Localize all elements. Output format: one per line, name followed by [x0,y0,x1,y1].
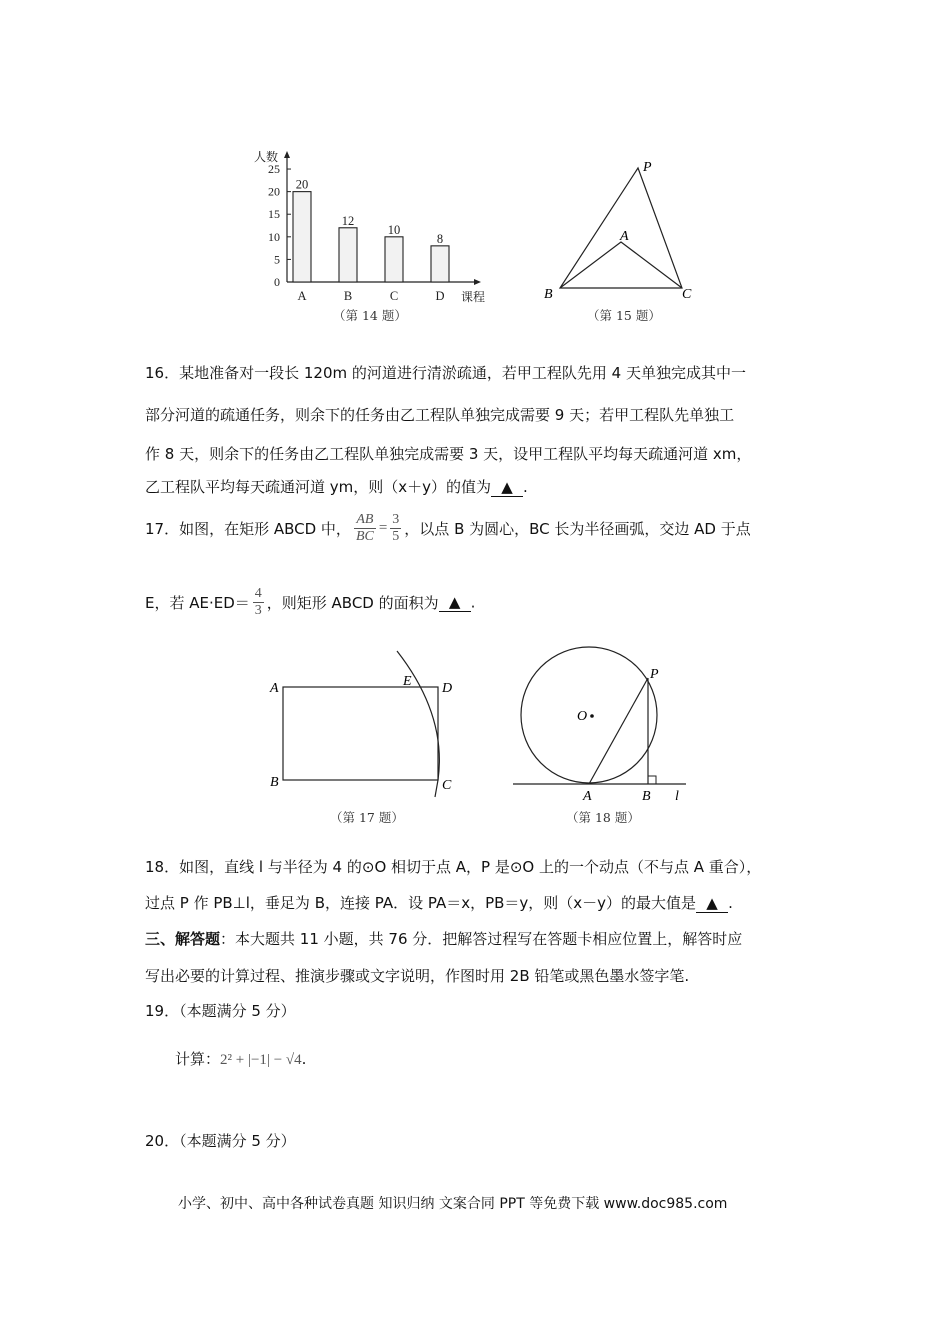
q19-calc-label: 计算： [175,1050,221,1068]
label-b: B [270,775,279,790]
figure-14-bar-chart [250,145,490,310]
segment-pa [589,678,648,784]
label-l: l [675,789,679,804]
bar-value-label: 10 [387,222,401,237]
section-3-line-2: 写出必要的计算过程、推演步骤或文字说明，作图时用 2B 铅笔或黑色墨水签字笔. [145,967,690,985]
label-a: A [620,229,629,244]
label-o: O [577,709,588,724]
fraction-4-3: $\frac{4}{3}$ [254,586,262,618]
q18-line-2 [145,892,733,913]
bar-chart-plot [254,149,485,304]
segments-ba-ac [560,242,682,288]
bar-value-label: 12 [341,213,355,228]
q19-calc [175,1048,306,1069]
q18-text: 过点 P 作 PB⊥l，垂足为 B，连接 PA．设 PA＝x，PB＝y，则（x－y）的最大值是 [145,894,697,912]
section-3-line-1 [145,928,742,949]
bar-c [385,237,403,282]
fraction-3-5: $\frac{3}{5}$ [392,512,400,544]
q16-line-1: 16．某地准备对一段长 120m 的河道进行清淤疏通，若甲工程队先用 4 天单独完成其中一 [145,364,746,382]
x-tick-label: B [343,289,353,303]
q16-line-4 [145,476,528,497]
x-axis-arrow [474,279,481,285]
label-d: D [442,681,453,696]
y-tick-label: 10 [268,229,280,244]
q16-line-3: 作 8 天，则余下的任务由乙工程队单独完成需要 3 天，设甲工程队平均每天疏通河道 xm， [145,445,752,463]
x-axis-label: 课程 [461,290,486,304]
q17-line-2 [145,586,475,619]
label-c: C [682,287,692,302]
right-angle-mark [648,776,656,784]
q17-text-d: ，则矩形 ABCD 的面积为 [266,594,439,612]
triangle-pbc [560,168,682,288]
footer-text: 小学、初中、高中各种试卷真题 知识归纳 文案合同 PPT 等免费下载 www.doc985.com [178,1196,728,1212]
x-tick-label: C [389,289,399,303]
section-3-text-1: ：本大题共 11 小题，共 76 分．把解答过程写在答题卡相应位置上，解答时应 [220,930,743,948]
q20-header: 20．（本题满分 5 分） [145,1132,296,1150]
q17-text-b: ，以点 B 为圆心，BC 长为半径画弧，交边 AD 于点 [404,520,751,538]
figure-17-caption: （第 17 题） [330,810,404,825]
y-tick-label: 25 [268,162,280,177]
bar-value-label: 20 [295,177,309,192]
figure-17-rectangle [265,645,465,805]
fraction-ab-bc: $\frac{AB}{BC}$ [355,512,374,544]
rectangle-abcd [283,687,438,780]
center-dot [590,714,594,718]
label-p: P [643,160,652,175]
figure-14-caption: （第 14 题） [333,308,407,323]
label-c: C [442,778,452,793]
q16-answer-blank[interactable]: ▲ [491,478,523,497]
bar-value-label: 8 [436,231,444,246]
q18-end: . [728,894,733,912]
q19-header: 19．（本题满分 5 分） [145,1002,296,1020]
bar-d [431,246,449,282]
y-tick-label: 20 [268,184,280,199]
section-3-title: 三、解答题 [145,930,221,948]
label-b: B [642,789,651,804]
q19-end: . [301,1050,307,1068]
label-p: P [650,667,659,682]
figure-18-caption: （第 18 题） [566,810,640,825]
label-e: E [403,674,412,689]
q17-end: . [470,593,476,612]
y-tick-label: 0 [274,275,280,289]
y-tick-label: 15 [268,207,280,222]
bar-a [293,192,311,282]
figure-18-circle [508,645,688,805]
figure-15-triangle [540,155,710,305]
label-a: A [583,789,592,804]
q16-text: 乙工程队平均每天疏通河道 ym，则（x＋y）的值为 [145,478,492,496]
equals-sign: = [378,520,388,536]
figure-15-caption: （第 15 题） [587,308,661,323]
label-a: A [270,681,279,696]
arc-centered-b [397,651,439,797]
q16-line-2: 部分河道的疏通任务，则余下的任务由乙工程队单独完成需要 9 天；若甲工程队先单独工 [145,406,735,424]
q17-text-a: 17．如图，在矩形 ABCD 中， [145,520,351,538]
q18-line-1: 18．如图，直线 l 与半径为 4 的⊙O 相切于点 A，P 是⊙O 上的一个动点（不与点 A 重合）， [145,858,762,876]
bar-b [339,228,357,282]
q17-text-c: E，若 AE·ED＝ [145,594,250,612]
q19-expression: 2² + |−1| − √4 [220,1052,302,1068]
q16-end: . [523,478,528,496]
y-axis-label: 人数 [254,150,279,164]
label-b: B [544,287,553,302]
q18-answer-blank[interactable]: ▲ [696,894,728,913]
q17-line-1 [145,512,751,545]
circle-o [521,647,657,783]
q17-answer-blank[interactable]: ▲ [439,593,471,612]
x-tick-label: A [297,289,307,303]
x-tick-label: D [435,289,445,303]
y-axis-arrow [284,151,290,158]
y-tick-label: 5 [274,252,280,267]
